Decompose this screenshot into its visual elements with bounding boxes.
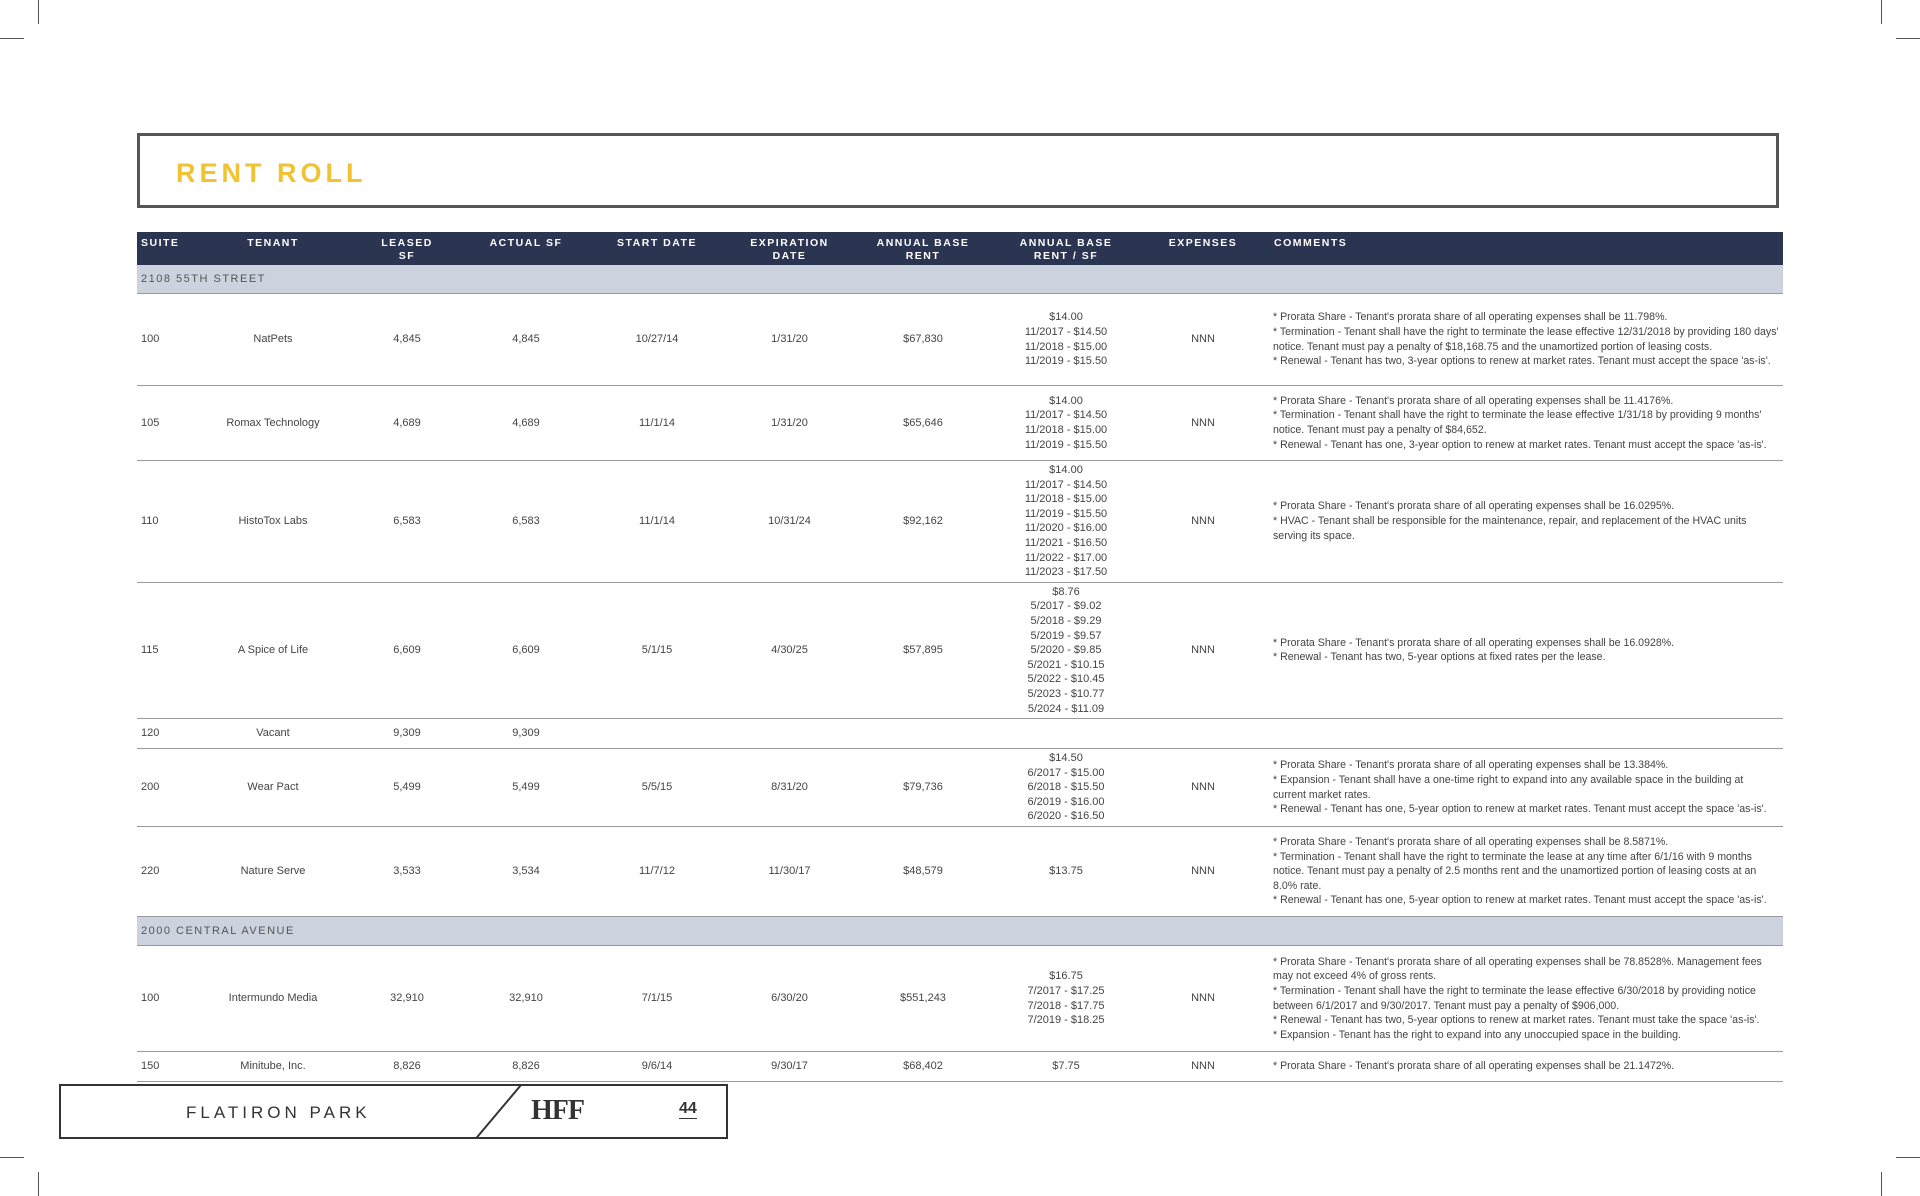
rent-step: 7/2018 - $17.75: [1027, 999, 1105, 1012]
table-row: [137, 827, 1783, 917]
col-header-actual-sf: ACTUAL SF: [467, 232, 585, 265]
section-name: 2108 55TH STREET: [137, 265, 1783, 294]
leased-sf-cell: 5,499: [347, 749, 467, 827]
tenant-cell: Intermundo Media: [199, 946, 347, 1052]
rent-step: 6/2018 - $15.50: [1027, 781, 1105, 794]
table-row: [137, 386, 1783, 461]
suite-cell: 110: [137, 461, 199, 583]
col-header-expenses: EXPENSES: [1136, 232, 1270, 265]
comments-cell: [1270, 582, 1783, 718]
rent-step: 6/2019 - $16.00: [1027, 795, 1105, 808]
annual-base-rent-cell: $48,579: [850, 827, 996, 917]
annual-base-rent-cell: $67,830: [850, 294, 996, 386]
actual-sf-cell: 5,499: [467, 749, 585, 827]
rent-step: $14.50: [1049, 752, 1083, 765]
start-date-cell: 11/7/12: [585, 827, 729, 917]
rent-step: 11/2017 - $14.50: [1024, 478, 1108, 491]
comment-line: * Renewal - Tenant has two, 5-year options at fixed rates per the lease.: [1273, 651, 1606, 664]
rent-step: 11/2017 - $14.50: [1024, 325, 1108, 338]
actual-sf-cell: 8,826: [467, 1052, 585, 1082]
actual-sf-cell: 9,309: [467, 719, 585, 749]
rent-step: 11/2023 - $17.50: [1024, 566, 1108, 579]
rent-per-sf-cell: [996, 827, 1136, 917]
suite-cell: 220: [137, 827, 199, 917]
crop-mark: [1896, 1157, 1920, 1158]
comment-line: * Expansion - Tenant shall have a one-time right to expand into any available space in the building at current market rates.: [1273, 773, 1744, 801]
crop-mark: [1881, 0, 1882, 24]
tenant-cell: Vacant: [199, 719, 347, 749]
rent-step: 5/2017 - $9.02: [1030, 600, 1102, 613]
actual-sf-cell: 4,845: [467, 294, 585, 386]
expiration-date-cell: 1/31/20: [729, 386, 850, 461]
rent-step: 11/2021 - $16.50: [1024, 536, 1108, 549]
actual-sf-cell: 32,910: [467, 946, 585, 1052]
rent-step: 11/2017 - $14.50: [1024, 409, 1108, 422]
expenses-cell: NNN: [1136, 749, 1270, 827]
rent-step: 5/2018 - $9.29: [1030, 614, 1102, 627]
start-date-cell: [585, 719, 729, 749]
comment-line: * Prorata Share - Tenant's prorata share of all operating expenses shall be 16.0295%.: [1273, 500, 1675, 513]
comments-cell: [1270, 827, 1783, 917]
comment-line: * HVAC - Tenant shall be responsible for the maintenance, repair, and replacement of the HVAC units serving its space.: [1273, 515, 1747, 542]
comment-line: * Renewal - Tenant has one, 5-year option to renew at market rates. Tenant must accept the space 'as-is'.: [1273, 894, 1767, 907]
leased-sf-cell: 6,609: [347, 582, 467, 718]
expiration-date-cell: 8/31/20: [729, 749, 850, 827]
rent-step: 11/2018 - $15.00: [1024, 493, 1108, 506]
footer-divider: [61, 1086, 728, 1139]
tenant-cell: A Spice of Life: [199, 582, 347, 718]
comments-cell: [1270, 719, 1783, 749]
rent-step: 5/2021 - $10.15: [1027, 658, 1105, 671]
leased-sf-cell: 8,826: [347, 1052, 467, 1082]
expenses-cell: NNN: [1136, 294, 1270, 386]
table-row: [137, 461, 1783, 583]
rent-step: 6/2017 - $15.00: [1027, 766, 1105, 779]
comment-line: * Prorata Share - Tenant's prorata share of all operating expenses shall be 8.5871%.: [1273, 836, 1669, 849]
leased-sf-cell: 4,845: [347, 294, 467, 386]
start-date-cell: 5/1/15: [585, 582, 729, 718]
expiration-date-cell: 6/30/20: [729, 946, 850, 1052]
suite-cell: 105: [137, 386, 199, 461]
comment-line: * Renewal - Tenant has two, 3-year options to renew at market rates. Tenant must accept the space 'as-is'.: [1273, 355, 1771, 368]
tenant-cell: Minitube, Inc.: [199, 1052, 347, 1082]
expiration-date-cell: [729, 719, 850, 749]
comment-line: * Prorata Share - Tenant's prorata share of all operating expenses shall be 13.384%.: [1273, 759, 1669, 772]
col-header-rent-per-sf: ANNUAL BASE RENT / SF: [996, 232, 1136, 265]
suite-cell: 100: [137, 946, 199, 1052]
expenses-cell: NNN: [1136, 827, 1270, 917]
comment-line: * Prorata Share - Tenant's prorata share of all operating expenses shall be 21.1472%.: [1273, 1060, 1675, 1073]
expiration-date-cell: 11/30/17: [729, 827, 850, 917]
comment-line: * Renewal - Tenant has one, 5-year option to renew at market rates. Tenant must accept the space 'as-is'.: [1273, 803, 1767, 816]
crop-mark: [1881, 1172, 1882, 1196]
rent-step: 5/2022 - $10.45: [1027, 673, 1105, 686]
comment-line: * Prorata Share - Tenant's prorata share of all operating expenses shall be 11.4176%.: [1273, 394, 1674, 407]
actual-sf-cell: 6,609: [467, 582, 585, 718]
annual-base-rent-cell: $92,162: [850, 461, 996, 583]
expiration-date-cell: 1/31/20: [729, 294, 850, 386]
leased-sf-cell: 4,689: [347, 386, 467, 461]
rent-per-sf-cell: [996, 719, 1136, 749]
rent-per-sf-cell: [996, 294, 1136, 386]
crop-mark: [0, 1157, 24, 1158]
annual-base-rent-cell: $65,646: [850, 386, 996, 461]
col-header-expiration-date: EXPIRATION DATE: [729, 232, 850, 265]
crop-mark: [1896, 38, 1920, 39]
crop-mark: [38, 1172, 39, 1196]
section-header-row: [137, 917, 1783, 946]
expenses-cell: NNN: [1136, 946, 1270, 1052]
actual-sf-cell: 6,583: [467, 461, 585, 583]
table-row: [137, 719, 1783, 749]
expenses-cell: NNN: [1136, 461, 1270, 583]
tenant-cell: Wear Pact: [199, 749, 347, 827]
crop-mark: [38, 0, 39, 24]
comments-cell: [1270, 461, 1783, 583]
rent-per-sf-cell: [996, 386, 1136, 461]
start-date-cell: 10/27/14: [585, 294, 729, 386]
rent-step: 5/2023 - $10.77: [1027, 687, 1105, 700]
annual-base-rent-cell: $68,402: [850, 1052, 996, 1082]
suite-cell: 120: [137, 719, 199, 749]
rent-step: $14.00: [1049, 464, 1083, 476]
suite-cell: 150: [137, 1052, 199, 1082]
page-number: 44: [679, 1100, 697, 1117]
col-header-leased-sf: LEASED SF: [347, 232, 467, 265]
leased-sf-cell: 32,910: [347, 946, 467, 1052]
comment-line: * Termination - Tenant shall have the right to terminate the lease effective 6/30/2018 by providing notice between 6/1/2017 and 9/30/2017. Tenant must pay a penalty of $906,000.: [1273, 984, 1756, 1012]
table-row: [137, 749, 1783, 827]
suite-cell: 200: [137, 749, 199, 827]
comment-line: * Prorata Share - Tenant's prorata share of all operating expenses shall be 11.798%.: [1273, 311, 1668, 324]
footer-bar: [59, 1084, 728, 1139]
actual-sf-cell: 4,689: [467, 386, 585, 461]
rent-step: 11/2022 - $17.00: [1024, 551, 1108, 564]
annual-base-rent-cell: $57,895: [850, 582, 996, 718]
comment-line: * Renewal - Tenant has two, 5-year options to renew at market rates. Tenant must take the space 'as-is'.: [1273, 1014, 1760, 1027]
col-header-start-date: START DATE: [585, 232, 729, 265]
title-box: [137, 133, 1779, 208]
start-date-cell: 7/1/15: [585, 946, 729, 1052]
rent-step: $16.75: [1049, 970, 1083, 983]
rent-step: 11/2019 - $15.50: [1024, 355, 1108, 368]
comments-cell: [1270, 294, 1783, 386]
comments-cell: [1270, 749, 1783, 827]
section-header-row: [137, 265, 1783, 294]
page-title: RENT ROLL: [176, 158, 367, 188]
crop-mark: [0, 38, 24, 39]
rent-per-sf-cell: [996, 749, 1136, 827]
expiration-date-cell: 4/30/25: [729, 582, 850, 718]
table-row: [137, 582, 1783, 718]
rent-step: 11/2019 - $15.50: [1024, 438, 1108, 451]
comment-line: * Prorata Share - Tenant's prorata share of all operating expenses shall be 16.0928%.: [1273, 636, 1675, 649]
rent-step: 11/2019 - $15.50: [1024, 507, 1108, 520]
start-date-cell: 9/6/14: [585, 1052, 729, 1082]
rent-step: $7.75: [1052, 1060, 1080, 1073]
comment-line: * Prorata Share - Tenant's prorata share of all operating expenses shall be 78.8528%. Management fees may not exceed 4% of gross rents.: [1273, 955, 1762, 983]
rent-step: 7/2019 - $18.25: [1027, 1014, 1105, 1027]
property-name: FLATIRON PARK: [186, 1103, 371, 1122]
rent-step: 7/2017 - $17.25: [1027, 984, 1105, 997]
rent-per-sf-cell: [996, 1052, 1136, 1082]
leased-sf-cell: 6,583: [347, 461, 467, 583]
rent-step: $13.75: [1049, 865, 1083, 878]
rent-per-sf-cell: [996, 461, 1136, 583]
comment-line: * Renewal - Tenant has one, 3-year option to renew at market rates. Tenant must accept the space 'as-is'.: [1273, 438, 1767, 451]
suite-cell: 115: [137, 582, 199, 718]
col-header-suite: SUITE: [137, 232, 199, 265]
expenses-cell: NNN: [1136, 1052, 1270, 1082]
comment-line: * Termination - Tenant shall have the right to terminate the lease effective 1/31/18 by providing 9 months' notice. Tenant must pay a penalty of $84,652.: [1273, 409, 1762, 436]
col-header-comments: COMMENTS: [1270, 232, 1783, 265]
leased-sf-cell: 3,533: [347, 827, 467, 917]
comment-line: * Expansion - Tenant has the right to expand into any unoccupied space in the building.: [1273, 1028, 1681, 1041]
comments-cell: [1270, 386, 1783, 461]
rent-step: 6/2020 - $16.50: [1027, 810, 1105, 823]
hff-logo: HFF: [531, 1095, 584, 1126]
actual-sf-cell: 3,534: [467, 827, 585, 917]
annual-base-rent-cell: [850, 719, 996, 749]
comment-line: * Termination - Tenant shall have the right to terminate the lease at any time after 6/1/16 with 9 months notice. Tenant must pay a penalty of 2.5 months rent and the unamortized portion of leasing costs at an 8.0% rate.: [1273, 850, 1757, 892]
start-date-cell: 11/1/14: [585, 461, 729, 583]
col-header-tenant: TENANT: [199, 232, 347, 265]
rent-per-sf-cell: [996, 582, 1136, 718]
table-row: [137, 946, 1783, 1052]
leased-sf-cell: 9,309: [347, 719, 467, 749]
expenses-cell: NNN: [1136, 582, 1270, 718]
rent-step: $14.00: [1049, 311, 1083, 324]
rent-step: 11/2018 - $15.00: [1024, 340, 1108, 353]
start-date-cell: 5/5/15: [585, 749, 729, 827]
suite-cell: 100: [137, 294, 199, 386]
rent-step: 5/2019 - $9.57: [1030, 629, 1102, 642]
col-header-annual-base-rent: ANNUAL BASE RENT: [850, 232, 996, 265]
tenant-cell: HistoTox Labs: [199, 461, 347, 583]
rent-step: 11/2018 - $15.00: [1024, 424, 1108, 436]
comment-line: * Termination - Tenant shall have the right to terminate the lease effective 12/31/2018 by providing 180 days' notice. Tenant must pay a penalty of $18,168.75 and the unamortized portion of leasing costs.: [1273, 325, 1779, 353]
tenant-cell: Romax Technology: [199, 386, 347, 461]
rent-step: 11/2020 - $16.00: [1024, 522, 1108, 535]
annual-base-rent-cell: $79,736: [850, 749, 996, 827]
rent-step: $14.00: [1049, 394, 1083, 407]
expiration-date-cell: 9/30/17: [729, 1052, 850, 1082]
rent-step: 5/2020 - $9.85: [1030, 644, 1102, 657]
comments-cell: [1270, 946, 1783, 1052]
annual-base-rent-cell: $551,243: [850, 946, 996, 1052]
rent-step: 5/2024 - $11.09: [1027, 702, 1105, 715]
expenses-cell: [1136, 719, 1270, 749]
tenant-cell: NatPets: [199, 294, 347, 386]
rent-roll-table: [137, 232, 1783, 1082]
table-header-row: [137, 232, 1783, 265]
expiration-date-cell: 10/31/24: [729, 461, 850, 583]
expenses-cell: NNN: [1136, 386, 1270, 461]
comments-cell: [1270, 1052, 1783, 1082]
rent-step: $8.76: [1052, 585, 1080, 598]
start-date-cell: 11/1/14: [585, 386, 729, 461]
section-name: 2000 CENTRAL AVENUE: [137, 917, 1783, 946]
table-row: [137, 1052, 1783, 1082]
rent-per-sf-cell: [996, 946, 1136, 1052]
table-row: [137, 294, 1783, 386]
tenant-cell: Nature Serve: [199, 827, 347, 917]
